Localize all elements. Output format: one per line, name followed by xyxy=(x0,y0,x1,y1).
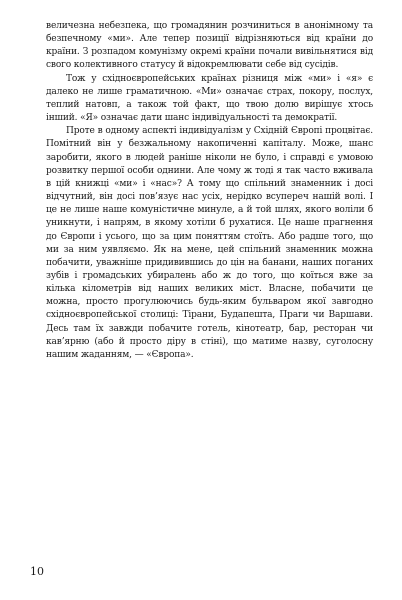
paragraph-1: величезна небезпека, що громадянин розчиниться в анонімному та безпечному «ми». Але тепер позиції відрізняються від країни до країни. З розпадом комунізму окремі країни почали вивільнятися від свого колективного статусу й відокремлювати себе від сусідів. xyxy=(46,21,373,71)
page-number: 10 xyxy=(30,565,44,578)
paragraph-2: Тож у східноєвропейських країнах різниця між «ми» і «я» є далеко не лише граматичною. «Ми» означає страх, покору, послух, теплий натовп, а також той факт, що твою долю вирішує хтось інший. «Я» означає дати шанс індивідуальності та демократії. xyxy=(46,73,373,124)
body-text xyxy=(46,20,373,362)
paragraph-3: Проте в одному аспекті індивідуалізм у Східній Європі процвітає. Помітний він у безжальному накопиченні капіталу. Може, шанс заробити, якого в людей раніше ніколи не було, і справді є умовою розвитку першої особи однини. Але чому ж тоді я так часто вживала в цій книжці «ми» і «нас»? А тому що спільний знаменник і досі відчутний, він досі пов’язує нас усіх, нерідко всупереч нашій волі. І це не лише наше комуністичне минуле, а й той шлях, якого воліли б уникнути, і напрям, в якому хотіли б рухатися. Це наше прагнення дo Європи і усього, що за цим поняттям стоїть. Або радше того, що ми за ним уявляємо. Як на мене, цей спільний знаменник можна побачити, уважніше придивившись до цін на банани, наших поганих зубів і громадських убиралень або ж до того, що коїться вже за кілька кілометрів від наших великих міст. Власне, побачити це можна, просто прогулюючись будь-яким бульваром якої завгодно східноєвропейської столиці: Тірани, Будапешта, Праги чи Варшави. Десь там їх завжди побачите готель, кінотеатр, бар, ресторан чи кав’ярню (або й просто діру в стіні), що матиме назву, суголосну нашим жаданням, — «Європа». xyxy=(46,126,373,360)
